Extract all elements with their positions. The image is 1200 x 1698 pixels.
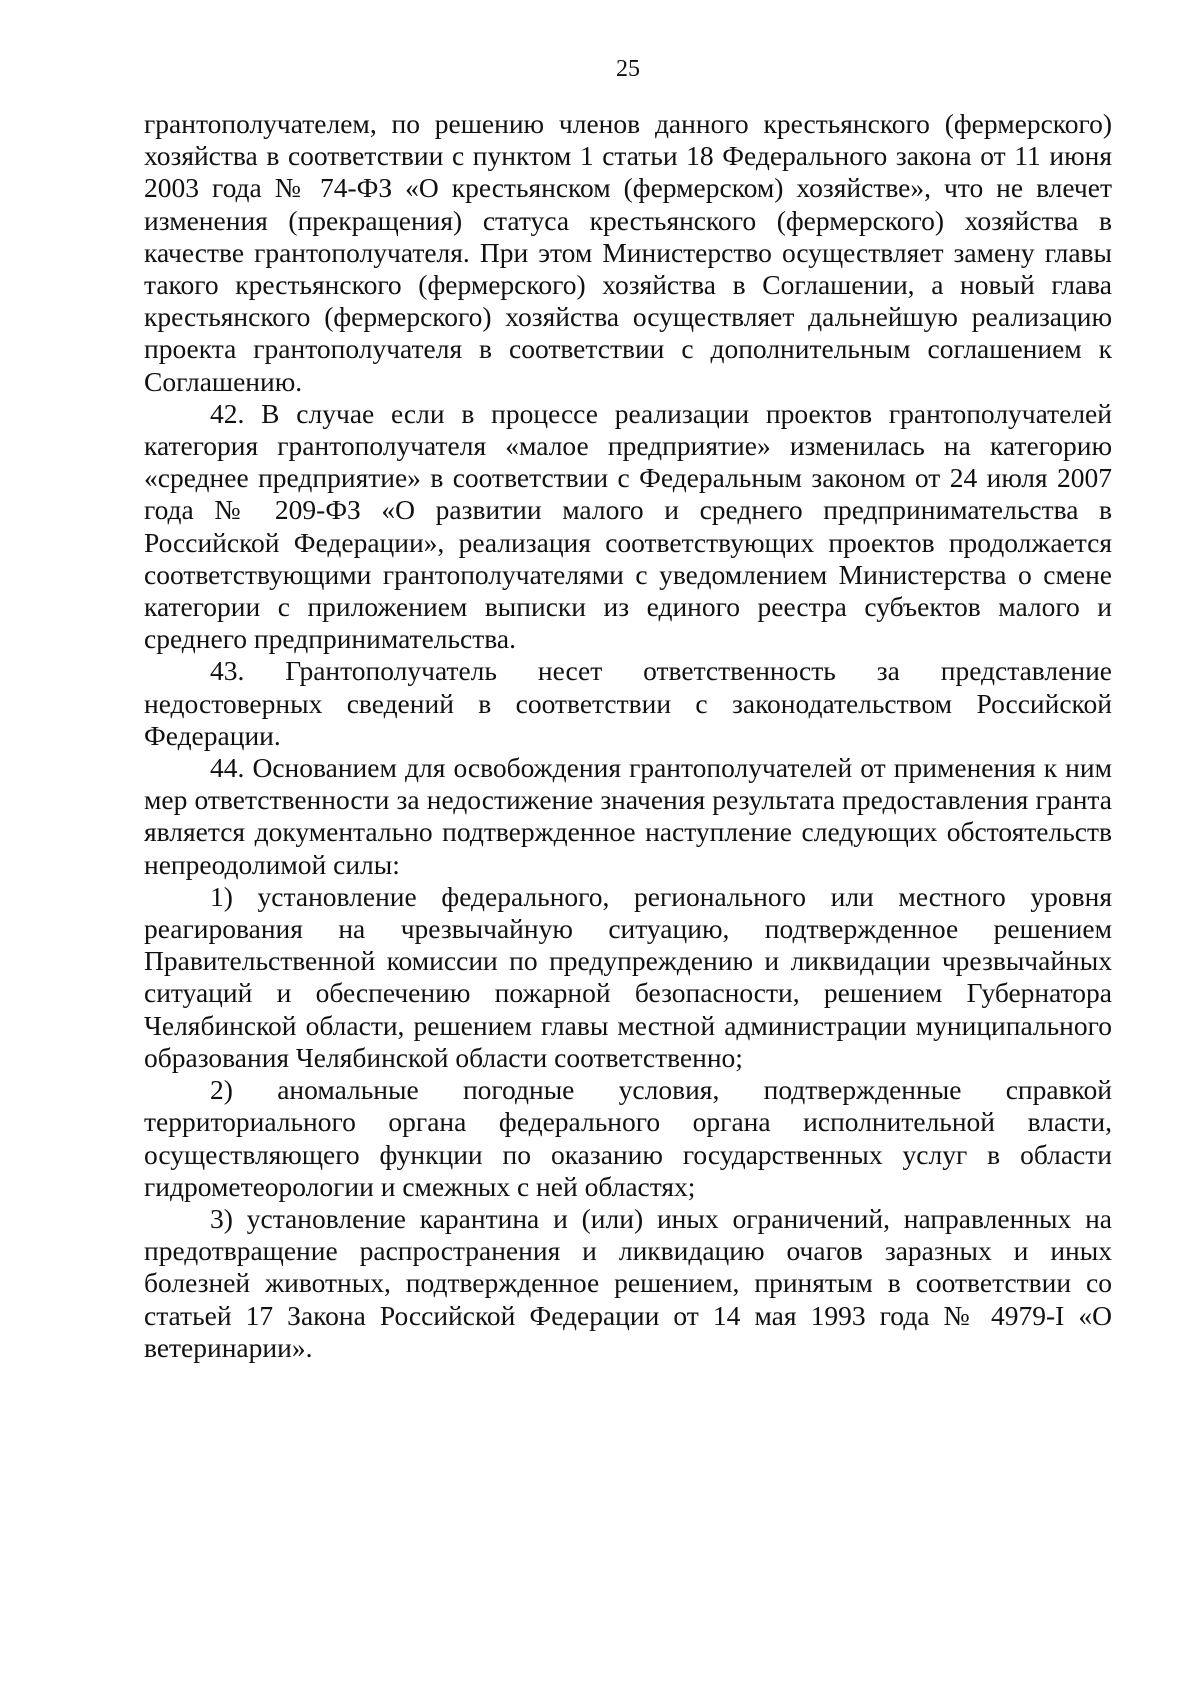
document-body xyxy=(144,108,1112,1364)
paragraph-item-44: 44. Основанием для освобождения грантополучателей от применения к ним мер ответственности за недостижение значения результата предоставления гранта является документально подтвержденное наступление следующих обстоятельств непреодолимой силы: xyxy=(144,752,1112,880)
paragraph-item-44-1: 1) установление федерального, регионального или местного уровня реагирования на чрезвычайную ситуацию, подтвержденное решением Правительственной комиссии по предупреждению и ликвидации чрезвычайных ситуаций и обеспечению пожарной безопасности, решением Губернатора Челябинской области, решением главы местной администрации муниципального образования Челябинской области соответственно; xyxy=(144,880,1112,1073)
paragraph-item-42: 42. В случае если в процессе реализации проектов грантополучателей категория грантополучателя «малое предприятие» изменилась на категорию «среднее предприятие» в соответствии с Федеральным законом от 24 июля 2007 года № 209-ФЗ «О развитии малого и среднего предпринимательства в Российской Федерации», реализация соответствующих проектов продолжается соответствующими грантополучателями с уведомлением Министерства о смене категории с приложением выписки из единого реестра субъектов малого и среднего предпринимательства. xyxy=(144,397,1112,655)
paragraph-item-44-2: 2) аномальные погодные условия, подтвержденные справкой территориального органа федерального органа исполнительной власти, осуществляющего функции по оказанию государственных услуг в области гидрометеорологии и смежных с ней областях; xyxy=(144,1074,1112,1202)
paragraph-continuation: грантополучателем, по решению членов данного крестьянского (фермерского) хозяйства в соответствии с пунктом 1 статьи 18 Федерального закона от 11 июня 2003 года № 74-ФЗ «О крестьянском (фермерском) хозяйстве», что не влечет изменения (прекращения) статуса крестьянского (фермерского) хозяйства в качестве грантополучателя. При этом Министерство осуществляет замену главы такого крестьянского (фермерского) хозяйства в Соглашении, а новый глава крестьянского (фермерского) хозяйства осуществляет дальнейшую реализацию проекта грантополучателя в соответствии с дополнительным соглашением к Соглашению. xyxy=(144,108,1112,397)
page-number: 25 xyxy=(616,56,640,82)
paragraph-item-43: 43. Грантополучатель несет ответственность за представление недостоверных сведений в соответствии с законодательством Российской Федерации. xyxy=(144,655,1112,751)
paragraph-item-44-3: 3) установление карантина и (или) иных ограничений, направленных на предотвращение распространения и ликвидацию очагов заразных и иных болезней животных, подтвержденное решением, принятым в соответствии со статьей 17 Закона Российской Федерации от 14 мая 1993 года № 4979-I «О ветеринарии». xyxy=(144,1202,1112,1363)
